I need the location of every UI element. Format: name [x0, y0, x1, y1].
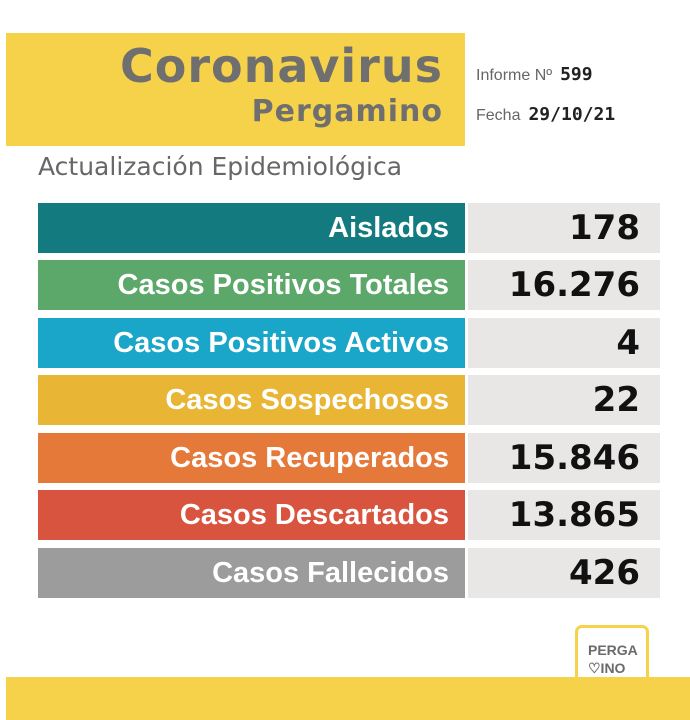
stat-row-fallecidos [38, 548, 660, 598]
stat-row-positivos-totales [38, 260, 660, 310]
footer-bar [6, 677, 690, 720]
stat-label: Casos Fallecidos [38, 548, 465, 598]
header-banner [6, 33, 465, 146]
stat-row-aislados [38, 203, 660, 253]
report-number-value: 599 [560, 64, 593, 85]
stat-row-sospechosos [38, 375, 660, 425]
stat-value: 15.846 [468, 433, 660, 483]
logo-text-bottom: ♡INO [588, 660, 626, 676]
city-name: Pergamino [251, 94, 443, 129]
stat-row-positivos-activos [38, 318, 660, 368]
title: Coronavirus [119, 39, 443, 93]
stat-label: Aislados [38, 203, 465, 253]
stat-value: 22 [468, 375, 660, 425]
stat-label: Casos Descartados [38, 490, 465, 540]
stat-label: Casos Recuperados [38, 433, 465, 483]
stat-label: Casos Sospechosos [38, 375, 465, 425]
stat-label: Casos Positivos Totales [38, 260, 465, 310]
report-number [476, 64, 593, 85]
report-date-label: Fecha [476, 107, 521, 124]
stat-value: 13.865 [468, 490, 660, 540]
stat-label: Casos Positivos Activos [38, 318, 465, 368]
stat-value: 426 [468, 548, 660, 598]
section-title: Actualización Epidemiológica [38, 152, 403, 181]
logo-text-top: PERGA [588, 642, 638, 658]
report-date-value: 29/10/21 [528, 104, 616, 125]
report-date [476, 104, 615, 125]
stat-value: 4 [468, 318, 660, 368]
report-number-label: Informe Nº [476, 67, 553, 84]
stat-row-recuperados [38, 433, 660, 483]
stat-row-descartados [38, 490, 660, 540]
stat-value: 178 [468, 203, 660, 253]
stat-value: 16.276 [468, 260, 660, 310]
